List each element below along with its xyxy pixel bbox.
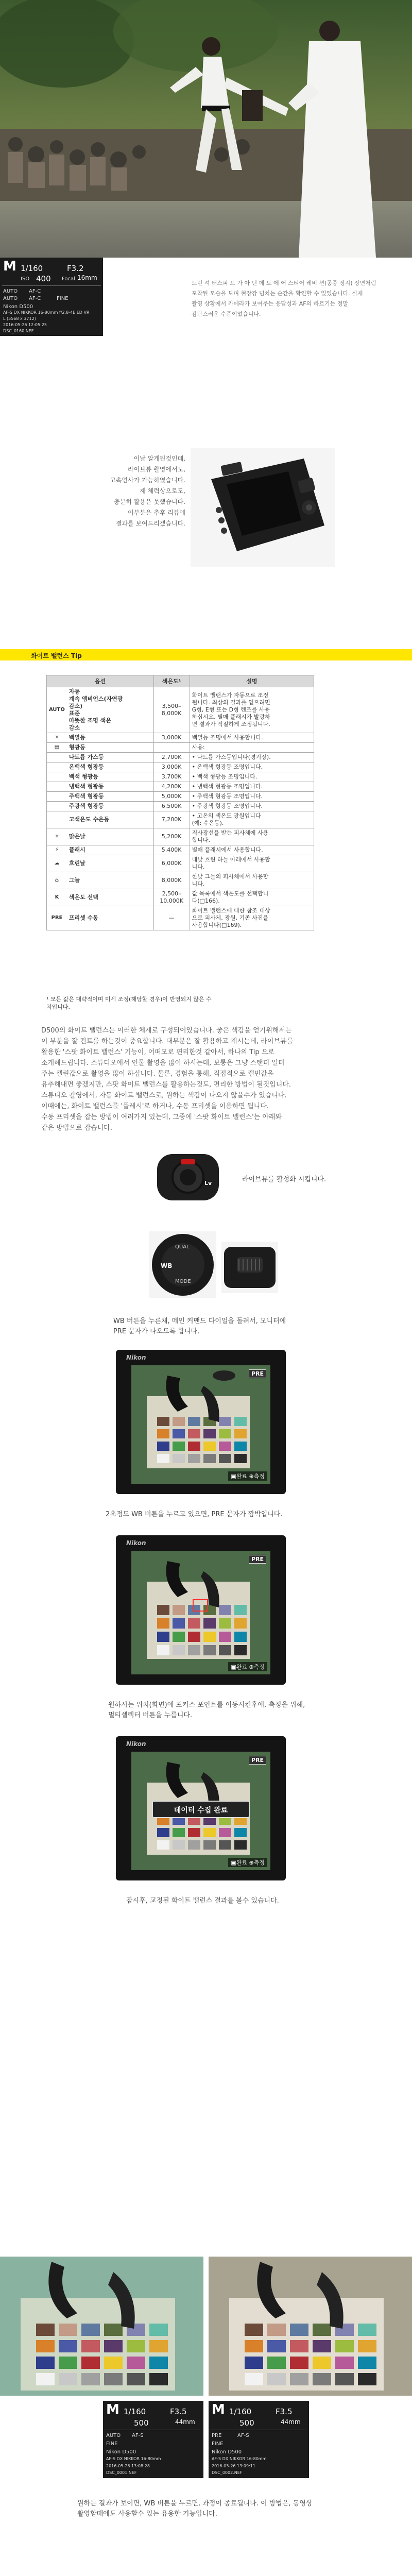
table-row bbox=[47, 782, 314, 792]
color-patch bbox=[104, 2373, 123, 2385]
color-patch bbox=[203, 1632, 216, 1642]
wb-option-icon: K bbox=[47, 889, 67, 906]
table-row bbox=[47, 855, 314, 872]
step4-caption: 원하시는 위치(화면)에 포커스 포인트를 이동시킨후에, 측정을 위해, 멀티셀렉터 버튼을 누릅니다. bbox=[108, 1701, 305, 1719]
table-footnote: ¹ 모든 값은 대략적이며 미세 조정(해당할 경우)이 반영되지 않은 수 치입니다. bbox=[46, 996, 212, 1010]
color-patch bbox=[173, 1840, 185, 1850]
wb-option-icon bbox=[47, 811, 67, 828]
capture-date: 2016-05-26 13:09:11 bbox=[212, 2464, 255, 2468]
color-patch bbox=[188, 1442, 200, 1451]
camera-lcd-step3 bbox=[116, 1350, 286, 1494]
color-patch bbox=[149, 2340, 168, 2352]
color-patch bbox=[157, 1618, 169, 1629]
lens-name: AF-S DX NIKKOR 16-80mm f/2.8-4E ED VR bbox=[3, 310, 90, 315]
lcd-screen bbox=[131, 1551, 270, 1674]
lcd-bottom-bar: ▣완료 ⊕측정 bbox=[228, 1662, 267, 1671]
table-row bbox=[47, 792, 314, 802]
color-patch bbox=[245, 2357, 263, 2369]
wb-description: 별매 플래시에서 사용합니다. bbox=[190, 845, 314, 855]
table-row bbox=[47, 753, 314, 762]
nikon-logo: Nikon bbox=[126, 1740, 146, 1748]
wb-description: 화이트 밸런스에 대한 참조 대상 으로 피사체, 광원, 기존 사진을 사용합니다(□169). bbox=[190, 906, 314, 930]
color-patch bbox=[173, 1454, 185, 1463]
lcd-screen bbox=[131, 1752, 270, 1870]
af-mode: AF-S bbox=[132, 2433, 144, 2438]
color-patch bbox=[127, 2373, 145, 2385]
color-patch bbox=[173, 1417, 185, 1426]
wb-option-icon: PRE bbox=[47, 906, 67, 930]
wb-description: 사용: bbox=[190, 743, 314, 753]
iso-label: ISO bbox=[21, 276, 30, 282]
color-patch bbox=[173, 1645, 185, 1655]
wb-description: • 백색 형광등 조명입니다. bbox=[190, 772, 314, 782]
wb-option-name: 플래시 bbox=[67, 845, 153, 855]
color-patch bbox=[173, 1605, 185, 1615]
color-patch bbox=[81, 2340, 100, 2352]
color-patch bbox=[203, 1442, 216, 1451]
wb-option-icon bbox=[47, 772, 67, 782]
step5-caption: 잠시후, 교정된 화이트 밸런스 결과를 볼수 있습니다. bbox=[126, 1897, 279, 1905]
color-patch bbox=[234, 1632, 247, 1642]
wb-option-name: 자동 계속 앰비언스(자연광 감소) 표준 따뜻한 조명 색온 감소 bbox=[67, 687, 153, 733]
color-patch bbox=[219, 1429, 231, 1438]
color-patch bbox=[149, 2324, 168, 2336]
focal-label: Focal bbox=[62, 276, 75, 282]
color-patch bbox=[335, 2357, 354, 2369]
color-chart-scene bbox=[131, 1365, 270, 1484]
wb-color-temp: 2,500– 10,000K bbox=[153, 889, 190, 906]
image-quality: FINE bbox=[212, 2441, 224, 2447]
color-patch bbox=[157, 1605, 169, 1615]
iso-value: 500 bbox=[134, 2418, 149, 2428]
wb-option-name: 나트륨 가스등 bbox=[67, 753, 153, 762]
pre-badge: PRE bbox=[249, 1369, 266, 1378]
color-patch bbox=[219, 1442, 231, 1451]
wb-description: 직사광선을 받는 피사체에 사용 합니다. bbox=[190, 828, 314, 845]
dialog-text: 데이터 수집 완료 bbox=[174, 1806, 228, 1815]
wb-option-icon: ☀ bbox=[47, 733, 67, 743]
focal-value: 44mm bbox=[175, 2418, 195, 2426]
wb-option-icon bbox=[47, 802, 67, 811]
wb-color-temp: 5,000K bbox=[153, 792, 190, 802]
color-patch bbox=[234, 1618, 247, 1629]
color-patch bbox=[335, 2340, 354, 2352]
lens-name: AF-S DX NIKKOR 16-80mm bbox=[106, 2456, 161, 2461]
aperture-value: F3.5 bbox=[170, 2407, 187, 2416]
exposure-mode: M bbox=[212, 2402, 225, 2417]
wb-description: • 냉백색 형광등 조명입니다. bbox=[190, 782, 314, 792]
white-balance-table bbox=[46, 675, 314, 930]
camera-back-photo bbox=[191, 448, 335, 567]
color-patch bbox=[157, 1417, 169, 1426]
wb-description: 값 목록에서 색온도를 선택합니 다(□166). bbox=[190, 889, 314, 906]
camera-lcd-step4 bbox=[116, 1535, 286, 1685]
color-patch bbox=[219, 1840, 231, 1850]
wb-color-temp: 3,700K bbox=[153, 772, 190, 782]
qual-button[interactable]: QUAL bbox=[175, 1244, 190, 1250]
color-patch bbox=[188, 1417, 200, 1426]
shooting-info-panel bbox=[0, 258, 103, 336]
nikon-logo: Nikon bbox=[126, 1539, 146, 1547]
color-patch bbox=[245, 2324, 263, 2336]
intro-line: 제 체력상으로도, bbox=[140, 487, 185, 495]
color-patch bbox=[219, 1828, 231, 1837]
color-patch bbox=[157, 1828, 169, 1837]
comparison-photo-after bbox=[209, 2257, 412, 2396]
color-patch bbox=[157, 1632, 169, 1642]
color-patch bbox=[59, 2340, 77, 2352]
compare-info-right bbox=[209, 2401, 309, 2478]
wb-description: • 고온의 색온도 광원입니다 (예: 수은등). bbox=[190, 811, 314, 828]
table-row bbox=[47, 906, 314, 930]
color-patch bbox=[188, 1828, 200, 1837]
af-mode-2: AF-C bbox=[29, 296, 41, 301]
color-patch bbox=[188, 1429, 200, 1438]
wb-description: 한낮 그늘의 피사체에서 사용합 니다. bbox=[190, 872, 314, 889]
color-patch bbox=[245, 2340, 263, 2352]
color-patch bbox=[234, 1605, 247, 1615]
wb-option-name: 흐린날 bbox=[67, 855, 153, 872]
wb-mode: AUTO bbox=[106, 2433, 121, 2438]
compare-info-left bbox=[103, 2401, 203, 2478]
wb-description: • 온백색 형광등 조명입니다. bbox=[190, 762, 314, 772]
lcd-bottom-bar: ▣완료 ⊕측정 bbox=[228, 1471, 267, 1481]
aperture-value: F3.2 bbox=[67, 264, 84, 273]
color-patch bbox=[59, 2357, 77, 2369]
camera-lcd-step5 bbox=[116, 1736, 286, 1880]
final-caption: 원하는 결과가 보이면, WB 버튼을 누르면, 과정이 종료됩니다. 이 방법은, 동영상 촬영할때에도 사용할수 있는 유용한 기능입니다. bbox=[77, 2500, 313, 2518]
color-patch bbox=[313, 2373, 331, 2385]
intro-text bbox=[103, 453, 185, 529]
image-quality: FINE bbox=[106, 2441, 118, 2447]
command-dial-photo bbox=[221, 1242, 278, 1293]
wb-color-temp: 4,200K bbox=[153, 782, 190, 792]
pre-badge: PRE bbox=[249, 1756, 266, 1765]
focal-value: 16mm bbox=[77, 274, 97, 281]
lcd-screen bbox=[131, 1365, 270, 1484]
nikon-logo: Nikon bbox=[126, 1354, 146, 1361]
color-patch bbox=[290, 2373, 308, 2385]
color-patch bbox=[203, 1645, 216, 1655]
color-patch bbox=[290, 2324, 308, 2336]
table-header: 옵션 bbox=[47, 675, 154, 687]
wb-option-icon: ☼ bbox=[47, 828, 67, 845]
color-patch bbox=[157, 1840, 169, 1850]
wb-option-icon: ▤ bbox=[47, 743, 67, 753]
wb-color-temp: 3,500– 8,000K bbox=[153, 687, 190, 733]
taekwondo-photo bbox=[0, 0, 412, 258]
wb-description: 대낮 흐린 하늘 아래에서 사용합 니다. bbox=[190, 855, 314, 872]
tip-title: 화이트 밸런스 Tip bbox=[31, 652, 82, 659]
color-patch bbox=[173, 1632, 185, 1642]
color-patch bbox=[219, 1645, 231, 1655]
wb-option-name: 그늘 bbox=[67, 872, 153, 889]
aperture-value: F3.5 bbox=[276, 2407, 293, 2416]
file-name: DSC_0002.NEF bbox=[212, 2470, 243, 2475]
wb-option-name: 맑은날 bbox=[67, 828, 153, 845]
wb-option-icon: ⚡ bbox=[47, 845, 67, 855]
wb-color-temp: 7,200K bbox=[153, 811, 190, 828]
wb-color-temp: 6,500K bbox=[153, 802, 190, 811]
intro-line: 충분히 활용은 못했습니다. bbox=[114, 498, 185, 505]
color-patch bbox=[59, 2324, 77, 2336]
image-quality: FINE bbox=[57, 296, 68, 301]
wb-description: 화이트 밸런스가 자동으로 조정 됩니다. 최상의 결과를 얻으려면 G형, E형 또는 D형 렌즈를 사용 하십시오. 별매 플래시가 발광하 면 결과가 적절하게 조정됩니다. bbox=[190, 687, 314, 733]
color-patch bbox=[203, 1618, 216, 1629]
color-patch bbox=[188, 1840, 200, 1850]
wb-mode-2: AUTO bbox=[3, 296, 18, 301]
mode-button[interactable]: MODE bbox=[175, 1279, 191, 1284]
color-patch bbox=[358, 2324, 376, 2336]
exposure-mode: M bbox=[3, 259, 16, 274]
lv-label: Lv bbox=[204, 1180, 212, 1187]
table-row bbox=[47, 828, 314, 845]
wb-color-temp: 6,000K bbox=[153, 855, 190, 872]
table-row bbox=[47, 772, 314, 782]
color-patch bbox=[157, 1454, 169, 1463]
color-patch bbox=[36, 2373, 55, 2385]
color-patch bbox=[104, 2340, 123, 2352]
data-collected-dialog bbox=[152, 1801, 250, 1818]
iso-value: 400 bbox=[36, 274, 51, 283]
lcd-bottom-bar: ▣완료 ⊕측정 bbox=[228, 1858, 267, 1867]
lv-switch-photo bbox=[152, 1149, 229, 1206]
camera-model: Nikon D500 bbox=[212, 2449, 242, 2455]
color-patch bbox=[219, 1454, 231, 1463]
file-name: DSC_0001.NEF bbox=[106, 2470, 137, 2475]
table-header: 색온도¹ bbox=[153, 675, 190, 687]
color-patch bbox=[188, 1645, 200, 1655]
wb-option-name: 프리셋 수동 bbox=[67, 906, 153, 930]
wb-option-name: 백열등 bbox=[67, 733, 153, 743]
color-patch bbox=[36, 2357, 55, 2369]
color-patch bbox=[173, 1618, 185, 1629]
table-row bbox=[47, 811, 314, 828]
color-patch bbox=[267, 2373, 286, 2385]
intro-line: 결과를 보여드리겠습니다. bbox=[115, 520, 185, 527]
color-patch bbox=[59, 2373, 77, 2385]
table-row bbox=[47, 743, 314, 753]
wb-option-name: 색온도 선택 bbox=[67, 889, 153, 906]
table-header: 설명 bbox=[190, 675, 314, 687]
comparison-photo-before bbox=[0, 2257, 203, 2396]
color-patch bbox=[335, 2373, 354, 2385]
wb-option-icon bbox=[47, 762, 67, 772]
table-row bbox=[47, 687, 314, 733]
color-patch bbox=[104, 2324, 123, 2336]
color-patch bbox=[81, 2357, 100, 2369]
color-patch bbox=[188, 1632, 200, 1642]
color-patch bbox=[234, 1828, 247, 1837]
table-row bbox=[47, 889, 314, 906]
wb-option-icon bbox=[47, 792, 67, 802]
wb-color-temp: 5,200K bbox=[153, 828, 190, 845]
intro-line: 이부분은 추후 리뷰에 bbox=[128, 509, 185, 516]
wb-option-name: 형광등 bbox=[67, 743, 153, 753]
color-patch bbox=[290, 2357, 308, 2369]
color-patch bbox=[157, 1645, 169, 1655]
color-patch bbox=[149, 2373, 168, 2385]
color-patch bbox=[203, 1605, 216, 1615]
color-patch bbox=[157, 1442, 169, 1451]
wb-option-name: 백색 형광등 bbox=[67, 772, 153, 782]
color-patch bbox=[188, 1454, 200, 1463]
color-patch bbox=[203, 1828, 216, 1837]
image-size: L (5568 x 3712) bbox=[3, 316, 36, 321]
color-patch bbox=[219, 1417, 231, 1426]
wb-color-temp: 8,000K bbox=[153, 872, 190, 889]
wb-description: 백열등 조명에서 사용합니다. bbox=[190, 733, 314, 743]
color-chart-scene bbox=[131, 1551, 270, 1674]
color-patch bbox=[290, 2340, 308, 2352]
shutter-speed: 1/160 bbox=[124, 2407, 146, 2416]
color-patch bbox=[157, 1429, 169, 1438]
color-patch bbox=[81, 2324, 100, 2336]
wb-description: • 주백색 형광등 조명입니다. bbox=[190, 792, 314, 802]
color-patch bbox=[219, 1632, 231, 1642]
pre-badge: PRE bbox=[249, 1555, 266, 1564]
color-patch bbox=[173, 1429, 185, 1438]
wb-mode: PRE bbox=[212, 2433, 222, 2438]
wb-option-name: 냉백색 형광등 bbox=[67, 782, 153, 792]
color-patch bbox=[234, 1429, 247, 1438]
color-patch bbox=[358, 2373, 376, 2385]
color-patch bbox=[313, 2340, 331, 2352]
intro-line: 이날 알게된것인데, bbox=[133, 455, 185, 462]
table-row bbox=[47, 762, 314, 772]
wb-option-name: 고색온도 수은등 bbox=[67, 811, 153, 828]
color-patch bbox=[234, 1442, 247, 1451]
wb-color-temp: 3,000K bbox=[153, 733, 190, 743]
wb-button[interactable]: WB bbox=[161, 1262, 173, 1269]
wb-buttons-photo bbox=[149, 1231, 216, 1298]
color-patch bbox=[203, 1454, 216, 1463]
camera-model: Nikon D500 bbox=[3, 304, 33, 310]
color-patch bbox=[358, 2340, 376, 2352]
wb-option-icon bbox=[47, 753, 67, 762]
capture-date: 2016-05-26 12:05:25 bbox=[3, 323, 47, 327]
wb-option-name: 주광색 형광등 bbox=[67, 802, 153, 811]
wb-color-temp: — bbox=[153, 906, 190, 930]
color-patch bbox=[234, 1645, 247, 1655]
step2-caption: WB 버튼을 누른채, 메인 커맨드 다이얼을 돌려서, 모니터에 PRE 문자가 나오도록 합니다. bbox=[113, 1317, 286, 1335]
body-paragraph: D500의 화이트 밸런스는 이러한 체계로 구성되어있습니다. 좋은 색감을 얻기위해서는 이 부분을 잘 컨트롤 하는것이 중요합니다. 대부분은 잘 활용하고 계시는데, 라이브뷰를 활용한 '스팟 화이트 밸런스' 기능이, 어떠모로 편리한것 같아서, 하나의 Tip 으로 소개해드립니다. 스튜디오에서 인물 촬영을 많이 하시는데, 보통은 그냥 스탠더 얼터 주는 캘린값으로 촬영을 많이 하십니다. 물론, 경험을 통해, 직접적으로 캘빈값을 유추해내면 좋겠지만, 스팟 화이트 밸런스를 활용하는것도, 편리한 방법이 될것입니다. 스튜디오 촬영에서, 자동 화이트 밸런스로, 원하는 색감이 나오지 않을수가 있습니다. 이때에는, 화이트 밸런스를 '플레시'로 하거나, 수동 프리셋을 이용하면 됩니다. 수동 프리셋을 잡는 방법이 여러가지 있는데, 그중에 '스팟 화이트 밸런스'는 아래와 같은 방법으로 잡습니다. bbox=[41, 1027, 294, 1132]
wb-description: • 나트륨 가스등입니다(경기장). bbox=[190, 753, 314, 762]
wb-mode: AUTO bbox=[3, 289, 18, 294]
panel-caption: 느린 셔 터스피 드 가 아 닌 데 도 에 어 스티어 레비 션(공중 정지) 장면처럼 포착된 모습을 보며 현장감 넘치는 순간을 확인할 수 있었습니다. 실제 촬영 상황에서 카메라가 보여주는 응답성과 AF의 빠르기는 정말 감탄스러운 수준이었습니다. bbox=[192, 280, 376, 317]
color-patch bbox=[188, 1605, 200, 1615]
capture-date: 2016-05-26 13:08:28 bbox=[106, 2464, 150, 2468]
color-patch bbox=[149, 2357, 168, 2369]
color-patch bbox=[127, 2340, 145, 2352]
color-patch bbox=[234, 1454, 247, 1463]
color-patch bbox=[127, 2357, 145, 2369]
tip-header-bar bbox=[0, 649, 412, 660]
panel-divider bbox=[2, 285, 101, 286]
color-patch bbox=[234, 1840, 247, 1850]
color-patch bbox=[313, 2324, 331, 2336]
wb-option-name: 주백색 형광등 bbox=[67, 792, 153, 802]
color-patch bbox=[203, 1429, 216, 1438]
camera-model: Nikon D500 bbox=[106, 2449, 136, 2455]
exposure-mode: M bbox=[106, 2402, 119, 2417]
table-row bbox=[47, 872, 314, 889]
focal-value: 44mm bbox=[281, 2418, 301, 2426]
color-patch bbox=[36, 2340, 55, 2352]
af-mode: AF-S bbox=[237, 2433, 249, 2438]
color-patch bbox=[104, 2357, 123, 2369]
table-row bbox=[47, 733, 314, 743]
color-patch bbox=[219, 1605, 231, 1615]
color-patch bbox=[267, 2357, 286, 2369]
color-patch bbox=[36, 2324, 55, 2336]
wb-color-temp: 3,000K bbox=[153, 762, 190, 772]
wb-option-icon: ⌂ bbox=[47, 872, 67, 889]
wb-option-name: 온백색 형광등 bbox=[67, 762, 153, 772]
wb-option-icon: AUTO bbox=[47, 687, 67, 733]
color-patch bbox=[234, 1417, 247, 1426]
color-patch bbox=[358, 2357, 376, 2369]
wb-description: • 주광색 형광등 조명입니다. bbox=[190, 802, 314, 811]
color-patch bbox=[203, 1840, 216, 1850]
file-name: DSC_0160.NEF bbox=[3, 329, 34, 333]
color-patch bbox=[313, 2357, 331, 2369]
iso-value: 500 bbox=[239, 2418, 254, 2428]
wb-color-temp bbox=[153, 743, 190, 753]
color-patch bbox=[81, 2373, 100, 2385]
shutter-speed: 1/160 bbox=[229, 2407, 252, 2416]
step3-caption: 2초정도 WB 버튼을 누르고 있으면, PRE 문자가 깜박입니다. bbox=[106, 1511, 283, 1518]
wb-option-icon bbox=[47, 782, 67, 792]
intro-line: 고속연사가 가능하였습니다. bbox=[110, 477, 185, 484]
step1-caption: 라이브뷰를 활성화 시킵니다. bbox=[242, 1176, 327, 1183]
wb-color-temp: 5,400K bbox=[153, 845, 190, 855]
color-patch bbox=[219, 1618, 231, 1629]
color-patch bbox=[267, 2340, 286, 2352]
color-patch bbox=[188, 1618, 200, 1629]
color-patch bbox=[245, 2373, 263, 2385]
color-patch bbox=[173, 1442, 185, 1451]
color-patch bbox=[173, 1828, 185, 1837]
table-row bbox=[47, 802, 314, 811]
color-patch bbox=[267, 2324, 286, 2336]
lens-name: AF-S DX NIKKOR 16-80mm bbox=[212, 2456, 267, 2461]
af-mode: AF-C bbox=[29, 289, 41, 294]
wb-option-icon: ☁ bbox=[47, 855, 67, 872]
intro-line: 라이브뷰 촬영에서도, bbox=[128, 466, 185, 473]
shutter-speed: 1/160 bbox=[21, 264, 43, 273]
table-row bbox=[47, 845, 314, 855]
wb-color-temp: 2,700K bbox=[153, 753, 190, 762]
